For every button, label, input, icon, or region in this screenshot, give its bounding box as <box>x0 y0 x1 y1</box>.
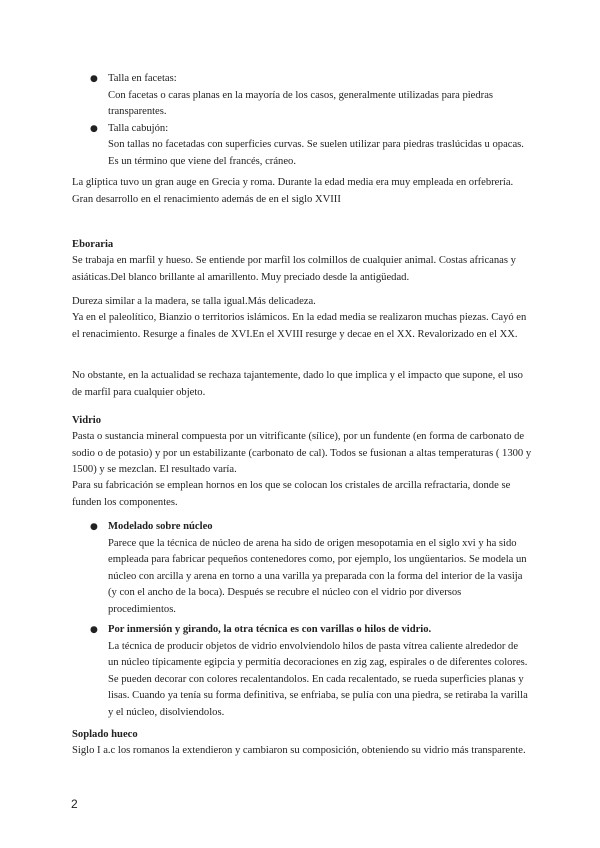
eboraria-paragraph-1: Se trabaja en marfil y hueso. Se entiende por marfil los colmillos de cualquier animal. Costas africanas y asiáticas.Del blanco brillante al amarillento. Muy preciado desde la antigüedad. <box>72 255 516 283</box>
vidrio-paragraph-2: Para su fabricación se emplean hornos en los que se colocan los cristales de arcilla refractaria, donde se funden los componentes. <box>72 480 511 508</box>
page-number: 2 <box>71 797 78 811</box>
bullet-icon: ● <box>90 625 98 635</box>
modelado-list <box>90 519 528 619</box>
bullet-icon: ● <box>90 74 98 84</box>
vidrio-paragraph-1: Pasta o sustancia mineral compuesta por un vitrificante (sílice), por un fundente (en forma de carbonato de sodio o de potasio) y por un estabilizante (carbonato de cal). Todos se fusionan a altas temperaturas ( 1300 y 1500) y se mezclan. El resultado varía. <box>72 431 532 476</box>
bullet-icon: ● <box>90 123 98 134</box>
list-item-cabujon <box>90 121 528 171</box>
eboraria-paragraph-3: No obstante, en la actualidad se rechaza tajantemente, dado lo que implica y el impacto que supone, el uso de marfil para cualquier objeto. <box>72 370 523 398</box>
modelado-title: Modelado sobre núcleo <box>108 521 213 532</box>
cabujon-title: Talla cabujón: <box>108 122 169 134</box>
inmersion-title: Por inmersión y girando, la otra técnica es con varillas o hilos de vidrio. <box>108 624 432 635</box>
modelado-text: Parece que la técnica de núcleo de arena ha sido de origen mesopotamia en el siglo xvi y ha sido empleada para fabricar pequeños contenedores como, por ejemplo, los ungüentarios. Se modela un núcleo con arcilla y arena en torno a una varilla ya preparada con la forma del interior de la vasija (y con el ancho de la boca). Después se recubre el núcleo con el vidrio por diversos procedimientos. <box>108 537 527 615</box>
talla-list <box>90 71 528 171</box>
eboraria-paragraph-2a: Dureza similar a la madera, se talla igual.Más delicadeza. <box>72 296 316 307</box>
bullet-icon: ● <box>90 522 98 532</box>
inmersion-list <box>90 622 528 722</box>
soplado-heading: Soplado hueco <box>72 729 138 740</box>
vidrio-heading: Vidrio <box>72 415 102 426</box>
eboraria-heading: Eboraria <box>72 239 114 250</box>
soplado-paragraph: Siglo I a.c los romanos la extendieron y cambiaron su composición, obteniendo su vidrio más transparente. <box>72 745 526 756</box>
list-item-facetas <box>90 71 528 121</box>
list-item-modelado <box>90 519 528 619</box>
gliptica-paragraph: La glíptica tuvo un gran auge en Grecia y roma. Durante la edad media era muy empleada en orfebrería. Gran desarrollo en el renacimiento además de en el siglo XVIII <box>72 177 514 205</box>
inmersion-text: La técnica de producir objetos de vidrio envolviendolo hilos de pasta vítrea caliente alrededor de un núcleo típicamente egipcia y permitía decoraciones en zig zag, espirales o de diferentes colores. Se pueden decorar con colores recalentandolos. En cada recalentado, se rueda superficies planas y lisas. Cuando ya tenía su forma definitiva, se enfriaba, se pulía con una piedra, se retiraba la varilla y el núcleo, disolviendolos. <box>108 640 528 718</box>
facetas-title: Talla en facetas: <box>108 73 177 84</box>
list-item-inmersion <box>90 622 528 722</box>
eboraria-paragraph-2b: Ya en el paleolítico, Bianzio o territorios islámicos. En la edad media se realizaron muchas piezas. Cayó en el renacimiento. Resurge a finales de XVI.En el XVIII resurge y decae en el XX. Revalorizado en el XX. <box>72 312 527 340</box>
facetas-text: Con facetas o caras planas en la mayoría de los casos, generalmente utilizadas para piedras transparentes. <box>108 89 494 118</box>
cabujon-text: Son tallas no facetadas con superficies curvas. Se suelen utilizar para piedras traslúcidas u opacas. Es un término que viene del francés, cráneo. <box>108 139 524 167</box>
